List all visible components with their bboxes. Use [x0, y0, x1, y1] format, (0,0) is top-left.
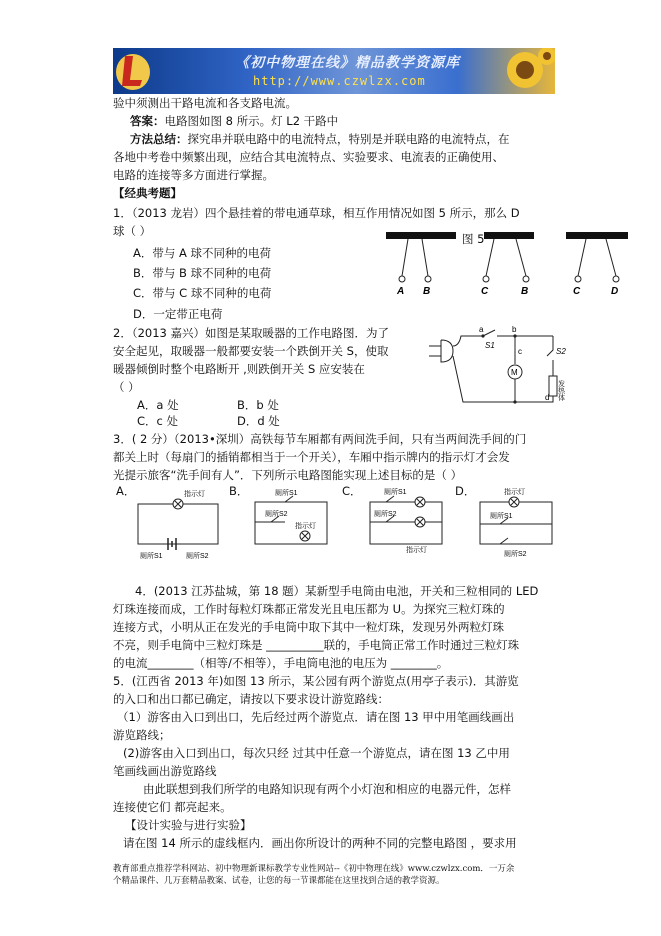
q1-option-b: B．带与 B 球不同种的电荷	[133, 266, 272, 280]
sunflower-icon	[485, 48, 555, 94]
answer-label: 答案：	[130, 114, 165, 128]
q3-option-a: A．	[116, 484, 136, 498]
q1-bar-1	[386, 232, 456, 239]
q3-line-2: 都关上时（每扇门的插销都相当于一个开关），车厢中指示牌内的指示灯才会发	[113, 450, 510, 464]
site-logo-icon	[113, 48, 153, 94]
q2-option-c: C．c 处	[137, 414, 179, 428]
q2-circuit-diagram	[425, 322, 575, 408]
q3-line-1: 3．( 2 分）（2013•深圳）高铁每节车厢都有两间洗手间，只有当两间洗手间的门	[113, 432, 527, 446]
switch-label-s1: S1	[485, 341, 495, 350]
switch-s2-label: 厕所S2	[504, 551, 527, 558]
q5-line-3: （1）游客由入口到出口，先后经过两个游览点．请在图 13 甲中用笔画线画出	[117, 710, 515, 724]
node-label-d: d	[545, 393, 550, 402]
q2-option-d: D．d 处	[237, 414, 280, 428]
q1-bar-3	[566, 232, 628, 239]
switch-s2-label: 厕所S2	[186, 553, 209, 560]
q2-line-3: 暖器倾倒时整个电路断开 ,则跌倒开关 S 应安装在	[113, 362, 365, 376]
node-label-c: c	[518, 347, 522, 356]
lamp-label: 指示灯	[184, 491, 205, 498]
node-label-a: a	[479, 325, 484, 334]
footer-line-2: 个精品课件、几万套精品教案、试卷，让您的每一节课都能在这里找到合适的教学资源。	[113, 876, 445, 886]
q1-figure-5	[380, 228, 634, 298]
section-heading-design: 【设计实验与进行实验】	[125, 818, 252, 832]
q1-stem: 1．（2013 龙岩）四个悬挂着的带电通草球，相互作用情况如图 5 所示，那么 D	[113, 206, 520, 220]
answer-text: 电路图如图 8 所示。灯 L2 干路中	[164, 114, 339, 128]
q2-line-4: （ ）	[113, 380, 140, 394]
q3-circuit-d	[470, 486, 562, 560]
switch-s1-label: 厕所S1	[140, 553, 163, 560]
q3-circuit-a	[132, 486, 224, 560]
q1-ball-label: B	[423, 286, 431, 297]
q1-ball-label: D	[611, 286, 619, 297]
switch-s1-label: 厕所S1	[384, 489, 407, 496]
heater-label: 发热体	[557, 380, 565, 401]
q1-ball	[523, 276, 529, 282]
q1-ball-label: B	[521, 286, 529, 297]
switch-s2-label: 厕所S2	[265, 511, 288, 518]
lamp-label: 指示灯	[406, 547, 427, 554]
q2-line-2: 安全起见，取暖器一般都要安装一个跌倒开关 S，使取	[113, 344, 389, 358]
q5-line-7: 由此联想到我们所学的电路知识现有两个小灯泡和相应的电器元件，怎样	[143, 782, 511, 796]
q1-ball	[575, 276, 581, 282]
q1-ball-label: A	[397, 286, 405, 297]
node-label-b: b	[512, 325, 517, 334]
q2-option-a: A．a 处	[137, 398, 179, 412]
header-banner	[113, 48, 555, 94]
q1-stem-2: 球（ ）	[113, 224, 152, 238]
lamp-label: 指示灯	[504, 489, 525, 496]
method-text: 探究串并联电路中的电流特点，特别是并联电路的电流特点，在	[187, 132, 510, 146]
q1-ball-label: C	[481, 286, 489, 297]
header-url[interactable]: http://www.czwlzx.com	[253, 74, 426, 88]
intro-line-1: 验中须测出干路电流和各支路电流。	[113, 96, 297, 110]
q5-line-2: 的入口和出口都已确定，请按以下要求设计游览路线：	[113, 692, 389, 706]
q1-ball	[483, 276, 489, 282]
q2-option-b: B．b 处	[237, 398, 279, 412]
footer-line-1: 教育部重点推荐学科网站、初中物理新课标教学专业性网站--《初中物理在线》www.czwlzx.com．一万余	[113, 864, 515, 874]
answer-line	[130, 114, 338, 129]
section-heading-classic: 【经典考题】	[113, 186, 182, 200]
method-line-2: 各地中考卷中频繁出现，应结合其电流特点、实验要求、电流表的正确使用、	[113, 150, 504, 164]
q5-line-1: 5．(江西省 2013 年)如图 13 所示，某公园有两个游览点(用亭子表示)．其游览	[113, 674, 519, 688]
plug-icon	[429, 340, 453, 362]
switch-s1-label: 厕所S1	[490, 513, 513, 520]
q2-line-1: 2．（2013 嘉兴）如图是某取暖器的工作电路图．为了	[113, 326, 389, 340]
method-line	[130, 132, 510, 147]
motor-label: M	[511, 368, 518, 377]
q1-ball	[613, 276, 619, 282]
q5-line-4: 游览路线；	[113, 728, 171, 742]
q3-line-3: 光提示旅客“洗手间有人”．下列所示电路图能实现上述目标的是（ ）	[113, 468, 463, 482]
q1-ball-label: C	[573, 286, 581, 297]
q4-line-3: 连接方式，小明从正在发光的手电筒中取下其中一粒灯珠，发现另外两粒灯珠	[113, 620, 504, 634]
q1-option-d: D．一定带正电荷	[133, 307, 223, 321]
q6-line: 请在图 14 所示的虚线框内．画出你所设计的两种不同的完整电路图 ，要求用	[123, 836, 517, 850]
q1-option-c: C．带与 C 球不同种的电荷	[133, 286, 272, 300]
q3-option-b: B．	[229, 484, 249, 498]
q1-ball	[425, 276, 431, 282]
q1-figure-caption: 图 5	[462, 232, 485, 246]
q3-circuit-c	[360, 486, 452, 560]
q1-ball	[399, 276, 405, 282]
lamp-label: 指示灯	[295, 523, 316, 530]
q3-circuit-b	[245, 486, 337, 560]
switch-s2-label: 厕所S2	[374, 511, 397, 518]
header-title: 《初中物理在线》精品教学资源库	[235, 55, 460, 71]
switch-label-s2: S2	[556, 347, 566, 356]
q5-line-5: (2)游客由入口到出口，每次只经 过其中任意一个游览点，请在图 13 乙中用	[123, 746, 510, 760]
q1-option-a: A．带与 A 球不同种的电荷	[133, 246, 272, 260]
q3-option-c: C．	[342, 484, 362, 498]
q4-line-4: 不亮，则手电筒中三粒灯珠是 __________联的，手电筒正常工作时通过三粒灯珠	[113, 638, 520, 652]
q4-line-2: 灯珠连接而成，工作时每粒灯珠都正常发光且电压都为 U。为探究三粒灯珠的	[113, 602, 505, 616]
q3-option-d: D．	[455, 484, 476, 498]
method-line-3: 电路的连接等多方面进行掌握。	[113, 168, 274, 182]
q5-line-8: 连接使它们 都亮起来。	[113, 800, 232, 814]
method-label: 方法总结：	[130, 132, 188, 146]
q4-line-1: 4．(2013 江苏盐城，第 18 题）某新型手电筒由电池，开关和三粒相同的 LED	[135, 584, 539, 598]
switch-s1-label: 厕所S1	[275, 490, 298, 497]
q5-line-6: 笔画线画出游览路线	[113, 764, 217, 778]
q4-line-5: 的电流________（相等/不相等），手电筒电池的电压为 ________。	[113, 656, 449, 670]
